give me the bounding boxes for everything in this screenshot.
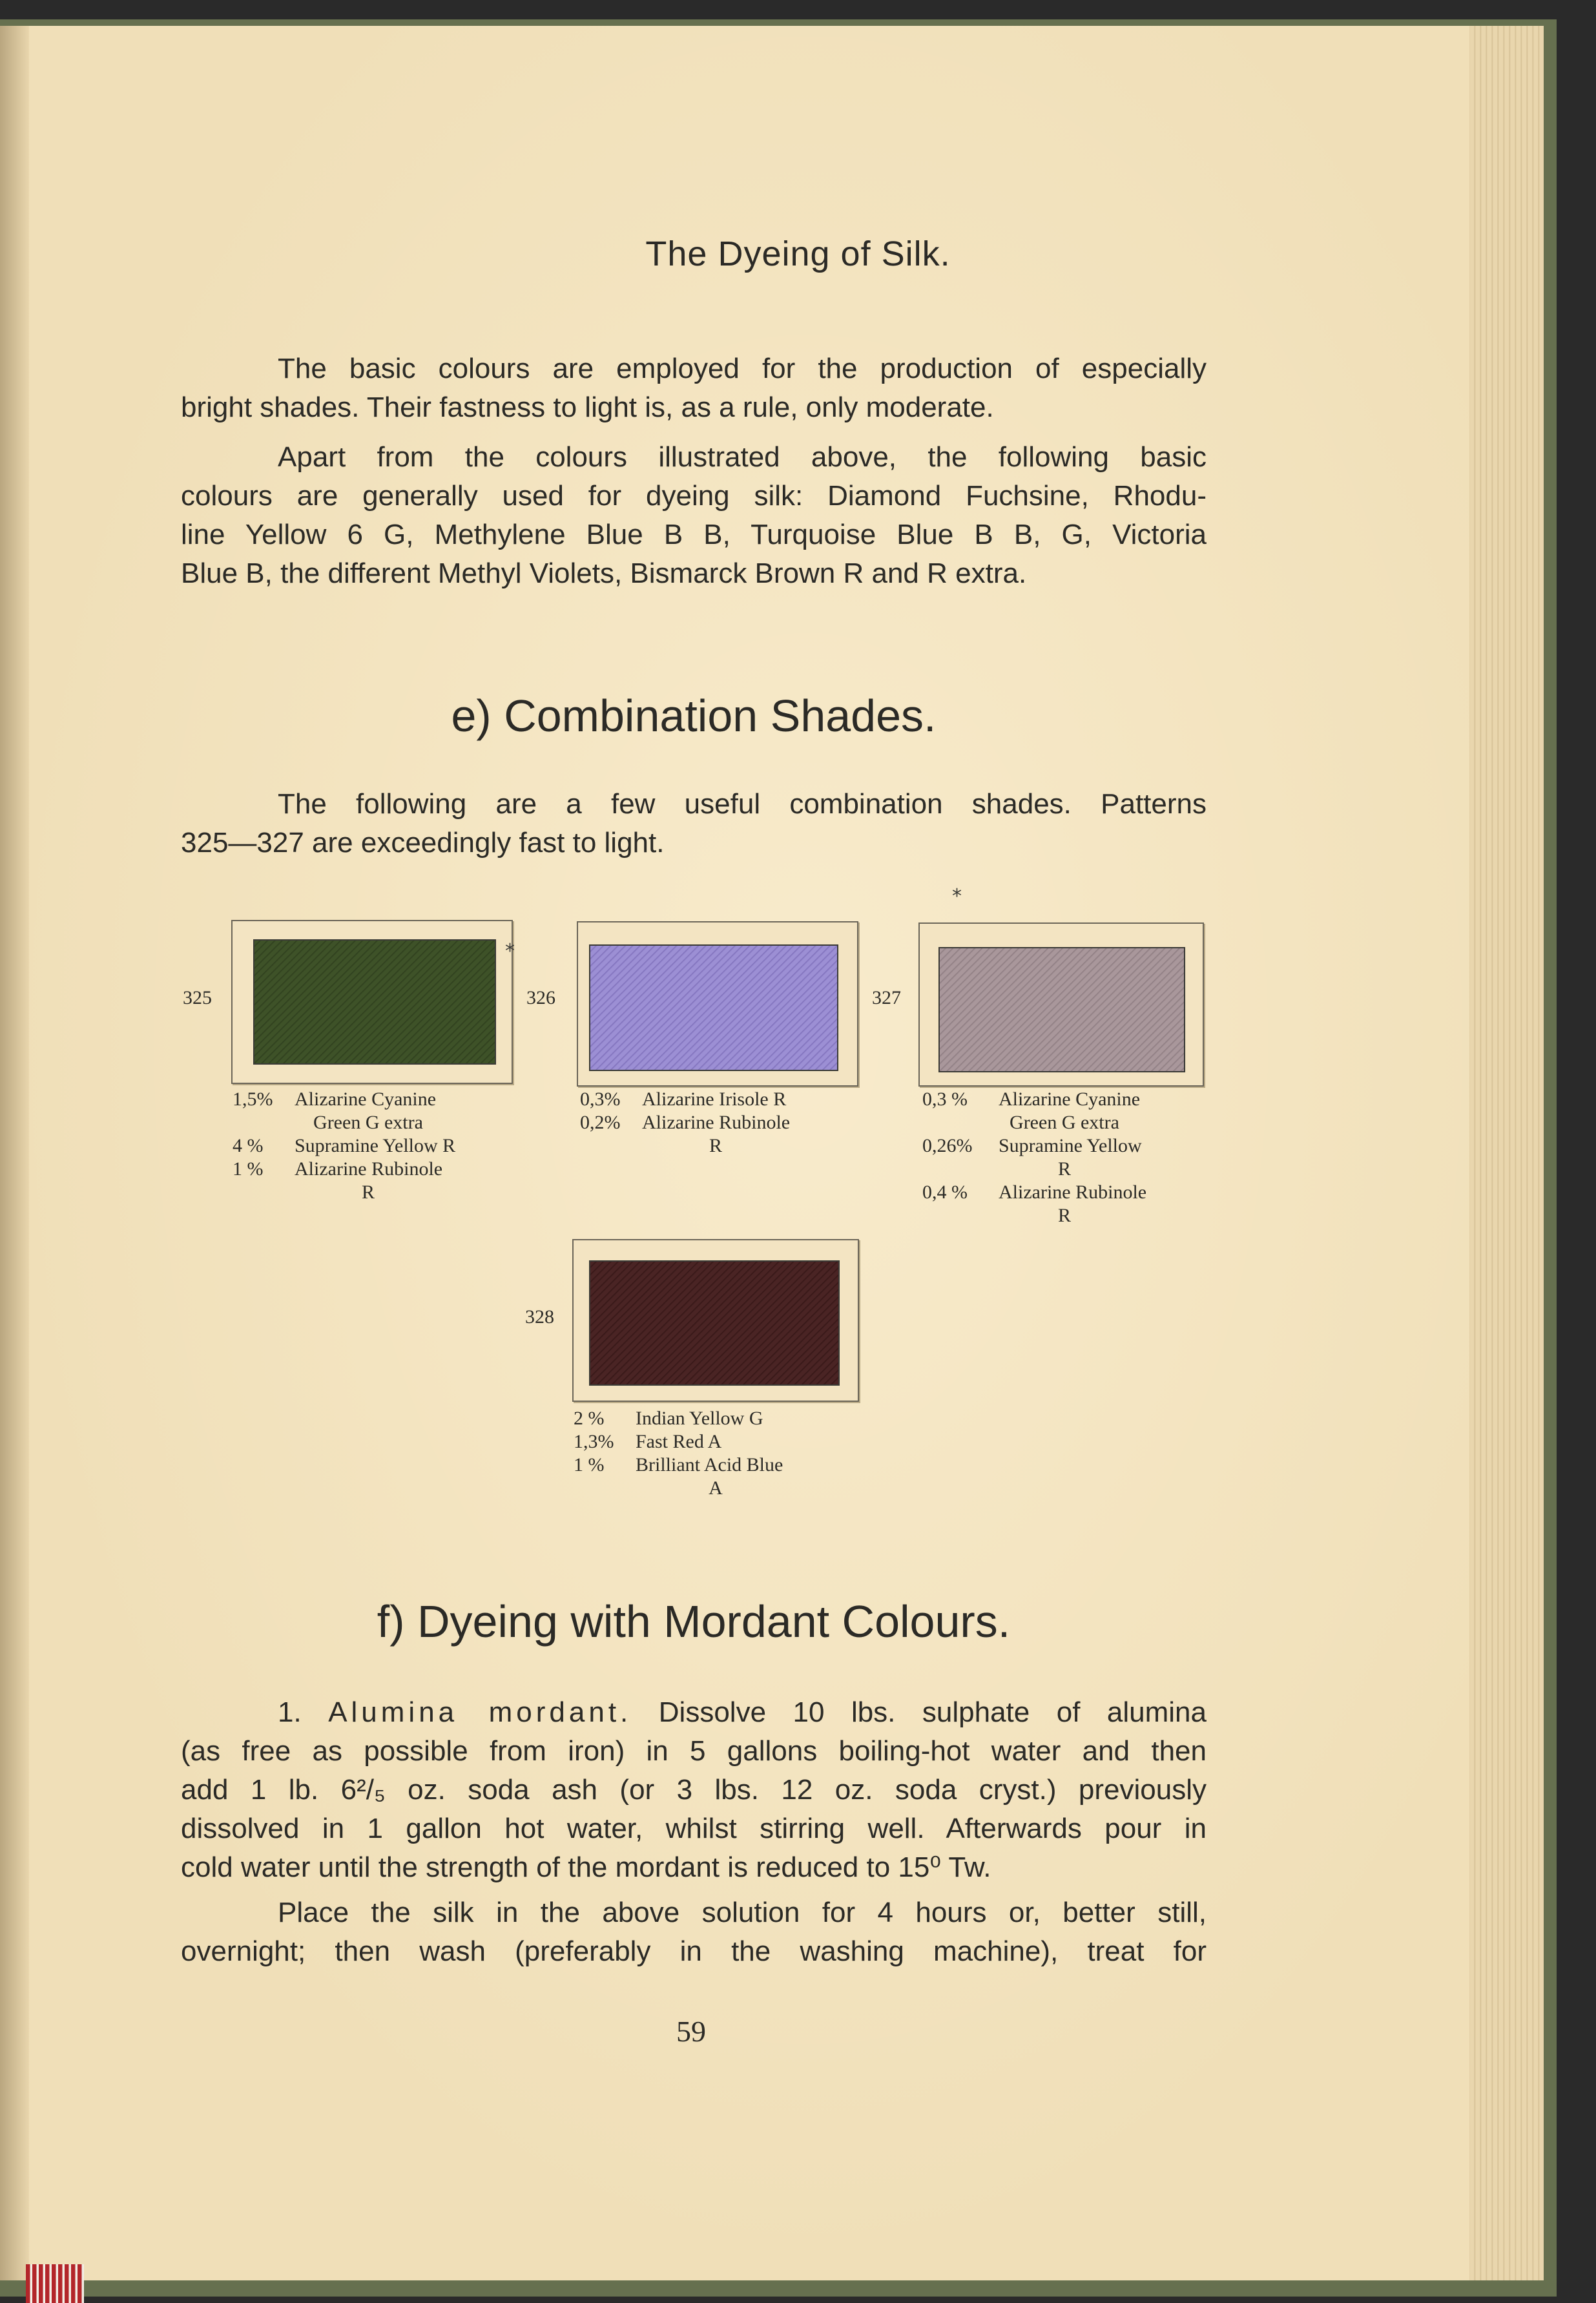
- section-f-p1-line-5: cold water until the strength of the mordant is reduced to 15⁰ Tw.: [181, 1851, 991, 1883]
- intro-p2-line-2: colours are generally used for dyeing silk: Diamond Fuchsine, Rhodu-: [181, 480, 1207, 512]
- fabric-swatch-327: [938, 947, 1185, 1072]
- recipe-line: Green G extra: [313, 1112, 423, 1133]
- recipe-dye: Alizarine Irisole R: [642, 1089, 787, 1110]
- recipe-line: R: [361, 1182, 375, 1203]
- section-f-p1-line-2: (as free as possible from iron) in 5 gallons boiling-hot water and then: [181, 1735, 1207, 1767]
- section-e-line-1: The following are a few useful combination shades. Patterns: [278, 788, 1207, 820]
- page-number: 59: [676, 2015, 706, 2048]
- recipe-line: [580, 1088, 851, 1111]
- recipe-line: [233, 1088, 504, 1111]
- recipe-dye: Brilliant Acid Blue: [636, 1454, 783, 1475]
- recipe-326: [580, 1088, 851, 1158]
- recipe-line: R: [709, 1135, 722, 1156]
- recipe-amount: 2 %: [574, 1408, 605, 1429]
- recipe-line: [922, 1134, 1207, 1158]
- intro-p1-line-1: The basic colours are employed for the production of especially: [278, 353, 1207, 384]
- recipe-line: A: [709, 1477, 723, 1499]
- recipe-line: [922, 1088, 1207, 1111]
- section-f-heading: f) Dyeing with Mordant Colours.: [377, 1596, 1011, 1647]
- recipe-dye: Alizarine Rubinole: [642, 1112, 791, 1133]
- recipe-325: [233, 1088, 504, 1204]
- intro-p2-line-3: line Yellow 6 G, Methylene Blue B B, Turquoise Blue B B, G, Victoria: [181, 519, 1207, 550]
- section-e-line-2: 325—327 are exceedingly fast to light.: [181, 827, 665, 859]
- section-f-p1-first-rest: Dissolve 10 lbs. sulphate of alumina: [658, 1696, 1207, 1728]
- recipe-dye: Alizarine Cyanine: [295, 1089, 437, 1110]
- recipe-amount: 1 %: [574, 1454, 605, 1475]
- section-f-p1-line-1: [278, 1693, 1207, 1733]
- pattern-number-325: 325: [183, 987, 212, 1008]
- recipe-line: [580, 1111, 851, 1134]
- recipe-line: R: [1057, 1205, 1071, 1226]
- recipe-line: [574, 1430, 858, 1454]
- recipe-dye: Alizarine Rubinole: [295, 1158, 443, 1180]
- section-f-p1-line-4: dissolved in 1 gallon hot water, whilst stirring well. Afterwards pour in: [181, 1813, 1207, 1844]
- section-f-p1-lead: 1.: [278, 1696, 302, 1728]
- recipe-amount: 4 %: [233, 1135, 264, 1156]
- intro-p2-line-4: Blue B, the different Methyl Violets, Bismarck Brown R and R extra.: [181, 558, 1027, 589]
- recipe-dye: Fast Red A: [636, 1431, 722, 1452]
- recipe-amount: 1,5%: [233, 1089, 273, 1110]
- recipe-line: R: [1057, 1158, 1071, 1180]
- intro-p2-line-1: Apart from the colours illustrated above, the following basic: [278, 441, 1207, 473]
- recipe-amount: 1,3%: [574, 1431, 614, 1452]
- pattern-number-327: 327: [872, 987, 901, 1008]
- fastness-star-326: *: [505, 940, 515, 963]
- recipe-line: [922, 1181, 1207, 1204]
- section-f-p2-line-1: Place the silk in the above solution for 4 hours or, better still,: [278, 1897, 1207, 1928]
- fabric-swatch-328: [589, 1260, 840, 1386]
- recipe-dye: Alizarine Rubinole: [999, 1182, 1147, 1203]
- recipe-line: Green G extra: [1010, 1112, 1119, 1133]
- recipe-dye: Alizarine Cyanine: [999, 1089, 1141, 1110]
- recipe-dye: Supramine Yellow R: [295, 1135, 456, 1156]
- bookmark-ribbon: [26, 2264, 84, 2303]
- recipe-amount: 0,4 %: [922, 1182, 968, 1203]
- recipe-amount: 1 %: [233, 1158, 264, 1180]
- recipe-amount: 0,26%: [922, 1135, 973, 1156]
- recipe-dye: Indian Yellow G: [636, 1408, 763, 1429]
- running-head: The Dyeing of Silk.: [645, 234, 951, 273]
- fabric-swatch-326: [589, 944, 838, 1071]
- recipe-amount: 0,3%: [580, 1089, 621, 1110]
- intro-p1-line-2: bright shades. Their fastness to light is, as a rule, only moderate.: [181, 391, 994, 423]
- fabric-swatch-325: [253, 939, 496, 1065]
- recipe-327: [922, 1088, 1207, 1227]
- section-f-p1-line-3: add 1 lb. 6²/₅ oz. soda ash (or 3 lbs. 12 oz. soda cryst.) previously: [181, 1774, 1207, 1806]
- alumina-mordant-term: Alumina mordant.: [328, 1696, 632, 1728]
- section-e-heading: e) Combination Shades.: [451, 691, 937, 741]
- pattern-number-328: 328: [525, 1306, 554, 1328]
- section-f-p2-line-2: overnight; then wash (preferably in the washing machine), treat for: [181, 1935, 1207, 1967]
- recipe-line: [574, 1407, 858, 1430]
- recipe-328: [574, 1407, 858, 1500]
- recipe-line: [233, 1158, 504, 1181]
- recipe-dye: Supramine Yellow: [999, 1135, 1142, 1156]
- recipe-line: [574, 1454, 858, 1477]
- recipe-amount: 0,2%: [580, 1112, 621, 1133]
- page-gutter: [0, 26, 29, 2280]
- recipe-line: [233, 1134, 504, 1158]
- fastness-star-327: *: [952, 885, 962, 908]
- pattern-number-326: 326: [526, 987, 555, 1008]
- recipe-amount: 0,3 %: [922, 1089, 968, 1110]
